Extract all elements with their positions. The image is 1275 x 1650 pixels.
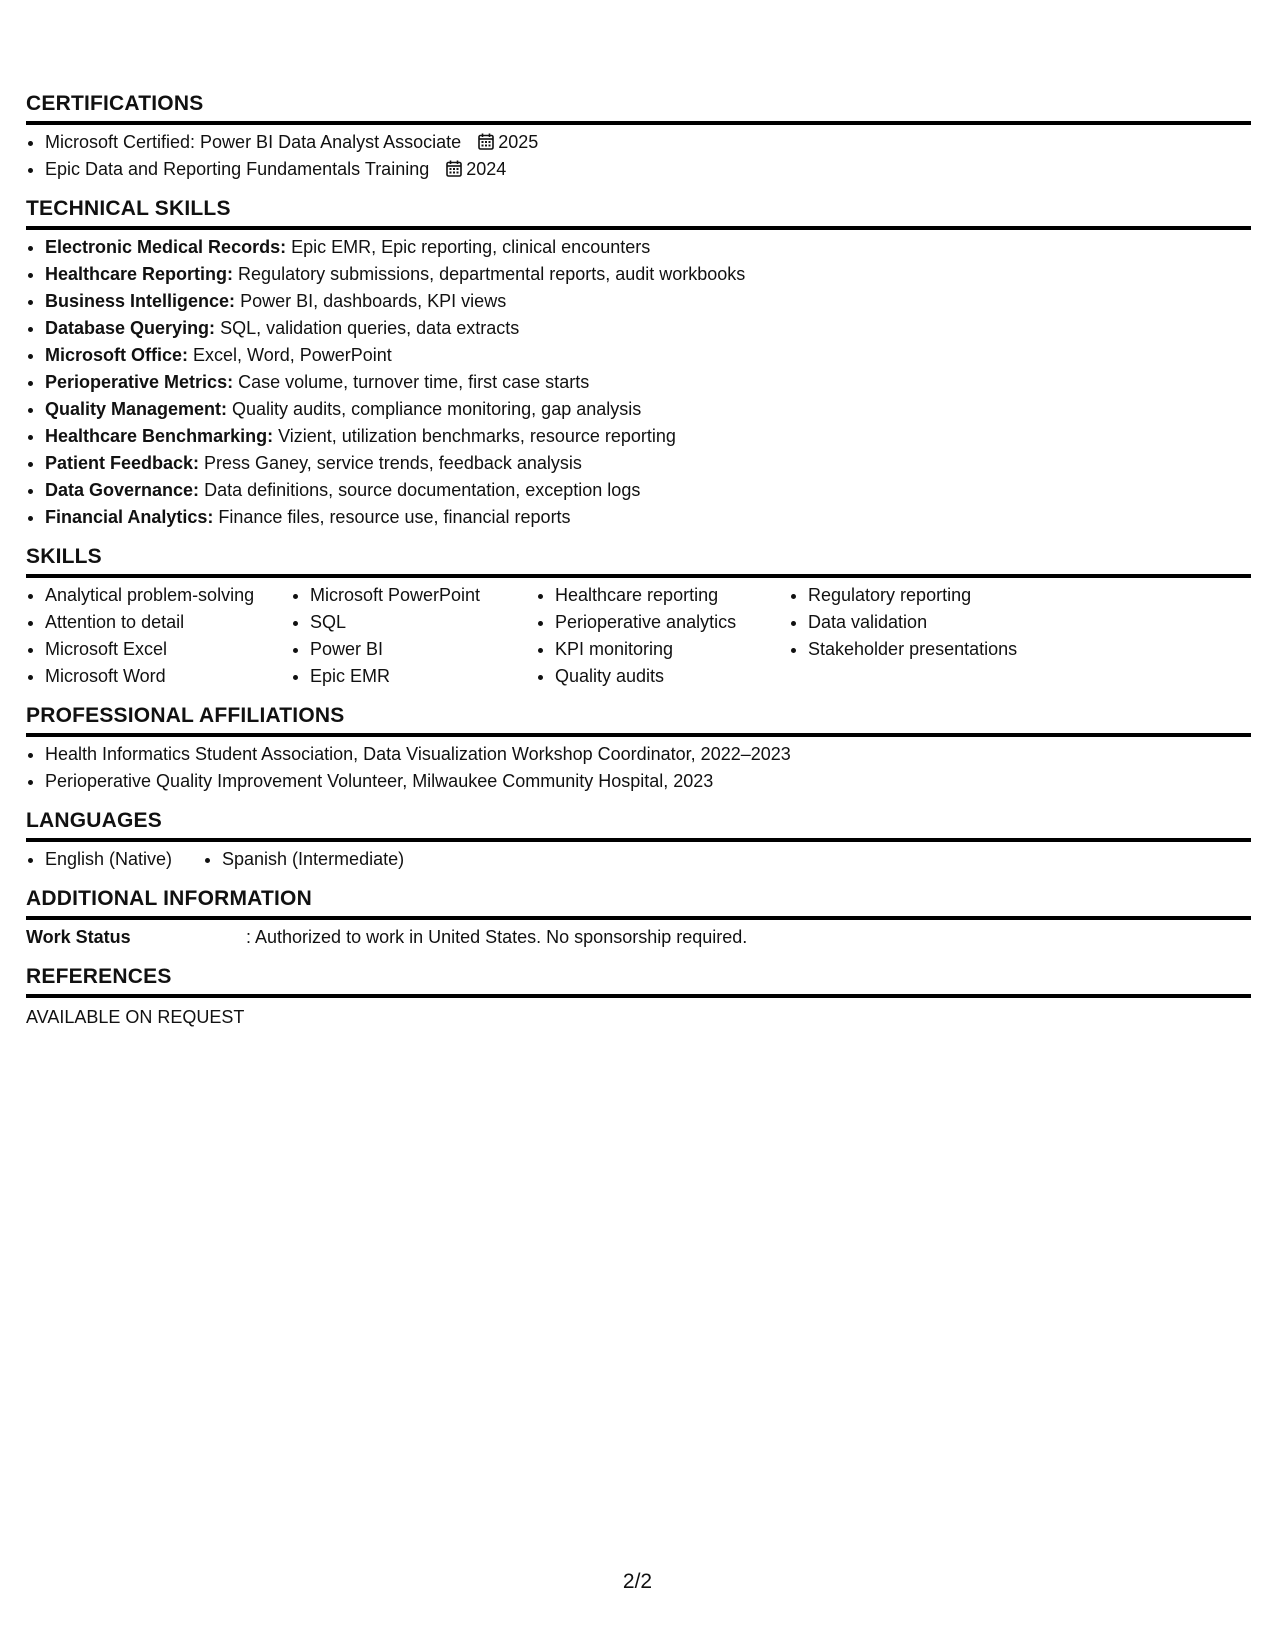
additional-info-section bbox=[26, 887, 1251, 951]
skills-column bbox=[789, 582, 1108, 690]
skill-details: Power BI, dashboards, KPI views bbox=[235, 291, 507, 311]
skills-column bbox=[536, 582, 789, 690]
list-item bbox=[45, 342, 1251, 369]
affiliations-list bbox=[26, 741, 1251, 795]
languages-list bbox=[26, 842, 1251, 873]
references-text: AVAILABLE ON REQUEST bbox=[26, 1007, 245, 1027]
certifications-heading: CERTIFICATIONS bbox=[26, 92, 1251, 125]
list-item bbox=[45, 477, 1251, 504]
list-item: • Healthcare reporting bbox=[555, 582, 789, 609]
skill-details: Finance files, resource use, financial reports bbox=[213, 507, 571, 527]
calendar-icon bbox=[446, 160, 462, 177]
language-column bbox=[26, 846, 203, 873]
list-item: • Spanish (Intermediate) bbox=[222, 846, 404, 873]
skills-column bbox=[291, 582, 536, 690]
skill-details: Epic EMR, Epic reporting, clinical encounters bbox=[286, 237, 651, 257]
skill-details: Press Ganey, service trends, feedback analysis bbox=[199, 453, 582, 473]
references-section bbox=[26, 965, 1251, 1031]
list-item bbox=[45, 423, 1251, 450]
list-item: • Microsoft Excel bbox=[45, 636, 291, 663]
certifications-section bbox=[26, 92, 1251, 183]
list-item: • Power BI bbox=[310, 636, 536, 663]
skill-category: Microsoft Office: bbox=[45, 345, 189, 365]
list-item: • Epic EMR bbox=[310, 663, 536, 690]
additional-info-heading: ADDITIONAL INFORMATION bbox=[26, 887, 1251, 920]
skill-category: Quality Management: bbox=[45, 399, 228, 419]
affiliations-heading: PROFESSIONAL AFFILIATIONS bbox=[26, 704, 1251, 737]
certifications-list bbox=[26, 129, 1251, 183]
references-heading: REFERENCES bbox=[26, 965, 1251, 998]
list-item bbox=[45, 288, 1251, 315]
skill-category: Electronic Medical Records: bbox=[45, 237, 287, 257]
list-item bbox=[45, 396, 1251, 423]
list-item: • Attention to detail bbox=[45, 609, 291, 636]
list-item: • SQL bbox=[310, 609, 536, 636]
list-item: • Microsoft PowerPoint bbox=[310, 582, 536, 609]
skill-category: Healthcare Reporting: bbox=[45, 264, 234, 284]
list-item: • Stakeholder presentations bbox=[808, 636, 1108, 663]
resume-page bbox=[26, 92, 1251, 1045]
skill-category: Data Governance: bbox=[45, 480, 200, 500]
skill-details: Vizient, utilization benchmarks, resource reporting bbox=[273, 426, 676, 446]
skill-details: Regulatory submissions, departmental reports, audit workbooks bbox=[233, 264, 746, 284]
certification-name: Microsoft Certified: Power BI Data Analyst Associate bbox=[45, 132, 462, 152]
skill-category: Perioperative Metrics: bbox=[45, 372, 234, 392]
list-item: • Regulatory reporting bbox=[808, 582, 1108, 609]
skill-details: Case volume, turnover time, first case starts bbox=[233, 372, 590, 392]
list-item bbox=[45, 369, 1251, 396]
language-column bbox=[203, 846, 404, 873]
list-item bbox=[45, 129, 1251, 156]
technical-skills-list bbox=[26, 234, 1251, 531]
list-item bbox=[45, 234, 1251, 261]
skills-grid bbox=[26, 582, 1251, 690]
skill-category: Business Intelligence: bbox=[45, 291, 236, 311]
list-item: • KPI monitoring bbox=[555, 636, 789, 663]
certification-name: Epic Data and Reporting Fundamentals Training bbox=[45, 159, 430, 179]
technical-skills-heading: TECHNICAL SKILLS bbox=[26, 197, 1251, 230]
list-item bbox=[45, 315, 1251, 342]
list-item: • Perioperative Quality Improvement Volunteer, Milwaukee Community Hospital, 2023 bbox=[45, 768, 1251, 795]
languages-section bbox=[26, 809, 1251, 873]
list-item bbox=[45, 156, 1251, 183]
skill-details: Data definitions, source documentation, exception logs bbox=[199, 480, 641, 500]
skills-section bbox=[26, 545, 1251, 690]
work-status-row bbox=[26, 924, 1251, 951]
skills-heading: SKILLS bbox=[26, 545, 1251, 578]
calendar-icon bbox=[478, 133, 494, 150]
certification-year: 2025 bbox=[498, 132, 539, 152]
skill-category: Healthcare Benchmarking: bbox=[45, 426, 274, 446]
list-item: • Data validation bbox=[808, 609, 1108, 636]
skill-details: Quality audits, compliance monitoring, gap analysis bbox=[227, 399, 642, 419]
languages-heading: LANGUAGES bbox=[26, 809, 1251, 842]
list-item: • Analytical problem-solving bbox=[45, 582, 291, 609]
list-item: • English (Native) bbox=[45, 846, 203, 873]
list-item bbox=[45, 261, 1251, 288]
work-status-value: : Authorized to work in United States. No sponsorship required. bbox=[246, 927, 748, 947]
list-item bbox=[45, 450, 1251, 477]
work-status-label: Work Status bbox=[26, 927, 131, 947]
list-item bbox=[45, 504, 1251, 531]
skill-category: Patient Feedback: bbox=[45, 453, 200, 473]
skill-category: Database Querying: bbox=[45, 318, 216, 338]
list-item: • Perioperative analytics bbox=[555, 609, 789, 636]
page-number: 2/2 bbox=[622, 1570, 653, 1593]
certification-year: 2024 bbox=[466, 159, 507, 179]
skill-category: Financial Analytics: bbox=[45, 507, 214, 527]
list-item: • Microsoft Word bbox=[45, 663, 291, 690]
technical-skills-section bbox=[26, 197, 1251, 531]
affiliations-section bbox=[26, 704, 1251, 795]
list-item: • Health Informatics Student Association, Data Visualization Workshop Coordinator, 2022–2023 bbox=[45, 741, 1251, 768]
skill-details: Excel, Word, PowerPoint bbox=[188, 345, 392, 365]
list-item: • Quality audits bbox=[555, 663, 789, 690]
skills-column bbox=[26, 582, 291, 690]
skill-details: SQL, validation queries, data extracts bbox=[215, 318, 520, 338]
